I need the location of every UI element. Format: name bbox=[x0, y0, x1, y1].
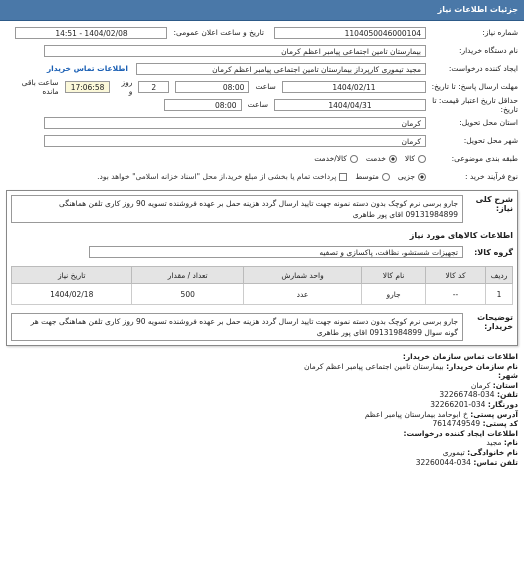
buyer-contact-link[interactable]: اطلاعات تماس خریدار bbox=[46, 64, 128, 73]
cell-quantity: 500 bbox=[132, 284, 244, 305]
row-province bbox=[6, 115, 518, 130]
radio-icon bbox=[418, 155, 426, 163]
remaining-time: 17:06:58 bbox=[65, 81, 111, 93]
creator-title: اطلاعات ایجاد کننده درخواست: bbox=[403, 428, 518, 438]
validity-date: 1404/04/31 bbox=[274, 99, 426, 111]
row-city bbox=[6, 133, 518, 148]
row-deadline bbox=[6, 79, 518, 94]
buyer-notes-row bbox=[11, 313, 513, 341]
table-row bbox=[12, 284, 513, 305]
contact-fax: 034-32266201 bbox=[430, 399, 486, 409]
validity-time-label: ساعت bbox=[247, 100, 268, 109]
contact-section bbox=[6, 352, 518, 467]
col-need-date: تاریخ نیاز bbox=[12, 267, 132, 284]
summary-text: جارو برسی نرم کوچک بدون دسته نمونه جهت تایید ارسال گردد هزینه حمل بر عهده فروشنده تسویه 90 روز کاری تلفن هماهنگی 09131984899 اقای پور طاهری bbox=[11, 195, 463, 223]
table-header-row bbox=[12, 267, 513, 284]
announce-datetime-value: 1404/02/08 - 14:51 bbox=[15, 27, 167, 39]
deadline-date: 1404/02/11 bbox=[282, 81, 426, 93]
contact-province: کرمان bbox=[470, 380, 491, 390]
validity-label: حداقل تاریخ اعتبار قیمت: تا تاریخ: bbox=[432, 95, 518, 114]
col-unit: واحد شمارش bbox=[243, 267, 361, 284]
province-label: استان محل تحویل: bbox=[459, 118, 518, 127]
row-requester bbox=[6, 61, 518, 76]
cell-need-date: 1404/02/18 bbox=[12, 284, 132, 305]
goods-table bbox=[11, 266, 513, 305]
validity-time: 08:00 bbox=[164, 99, 242, 111]
row-process bbox=[6, 169, 518, 184]
contact-name-label: نام سازمان خریدار: bbox=[446, 361, 518, 371]
col-row-number: ردیف bbox=[486, 267, 513, 284]
contact-title: اطلاعات تماس سازمان خریدار: bbox=[402, 352, 518, 361]
radio-selected-icon bbox=[418, 173, 426, 181]
radio-icon bbox=[350, 155, 358, 163]
city-value: کرمان bbox=[44, 135, 426, 147]
buyer-notes-label: توضیحات خریدار: bbox=[477, 313, 513, 331]
process-option-medium[interactable]: متوسط bbox=[355, 172, 390, 181]
row-buyer-org bbox=[6, 43, 518, 58]
info-section bbox=[0, 21, 524, 184]
goods-section-title: اطلاعات کالاهای مورد نیاز bbox=[409, 231, 513, 240]
contact-fax-label: دورنگار: bbox=[487, 399, 518, 409]
creator-lname-label: نام خانوادگی: bbox=[467, 447, 518, 457]
col-quantity: تعداد / مقدار bbox=[132, 267, 244, 284]
requester-label: ایجاد کننده درخواست: bbox=[448, 64, 518, 73]
radio-icon bbox=[382, 173, 390, 181]
category-option-goods[interactable]: کالا bbox=[405, 154, 426, 163]
cell-item-code: -- bbox=[426, 284, 486, 305]
announce-datetime-label: تاریخ و ساعت اعلان عمومی: bbox=[173, 28, 264, 37]
checkbox-icon bbox=[339, 173, 347, 181]
contact-phone-label: تلفن: bbox=[496, 390, 518, 400]
contact-name: بیمارستان تامین اجتماعی پیامبر اعظم کرمان bbox=[303, 361, 444, 371]
summary-row bbox=[11, 195, 513, 223]
row-category bbox=[6, 151, 518, 166]
creator-fname: مجید bbox=[486, 438, 502, 448]
process-label: نوع فرآیند خرید : bbox=[464, 172, 518, 181]
city-label: شهر محل تحویل: bbox=[463, 136, 518, 145]
creator-phone: 034-32260044 bbox=[415, 457, 471, 467]
requester-value: مجید تیموری کارپرداز بیمارستان تامین اجتماعی پیامبر اعظم کرمان bbox=[136, 63, 426, 75]
summary-label: شرح کلی نیاز: bbox=[475, 195, 513, 213]
deadline-label: مهلت ارسال پاسخ: تا تاریخ: bbox=[431, 82, 518, 91]
page-header bbox=[0, 0, 524, 21]
remaining-label: ساعت باقی مانده bbox=[21, 77, 59, 96]
goods-group-label: گروه کالا: bbox=[474, 247, 513, 257]
radio-selected-icon bbox=[389, 155, 397, 163]
treasury-payment-checkbox[interactable]: پرداخت تمام یا بخشی از مبلغ خرید،از محل "اسناد خزانه اسلامی" خواهد بود. bbox=[97, 172, 347, 181]
contact-city-label: شهر: bbox=[498, 371, 518, 381]
contact-address: خ ابوحامد بیمارستان پیامبر اعظم bbox=[364, 409, 468, 419]
details-panel bbox=[6, 190, 518, 346]
deadline-days: 2 bbox=[138, 81, 169, 93]
goods-group-row bbox=[11, 246, 513, 258]
buyer-org-value: بیمارستان تامین اجتماعی پیامبر اعظم کرمان bbox=[44, 45, 426, 57]
deadline-days-label: روز و bbox=[121, 77, 133, 96]
need-number-value: 1104050046000104 bbox=[274, 27, 426, 39]
contact-postal: 7614749549 bbox=[432, 419, 481, 429]
col-item-code: کد کالا bbox=[426, 267, 486, 284]
deadline-time: 08:00 bbox=[175, 81, 249, 93]
contact-postal-label: کد پستی: bbox=[482, 419, 518, 429]
contact-province-label: استان: bbox=[492, 380, 518, 390]
process-option-minor[interactable]: جزیی bbox=[398, 172, 426, 181]
row-need-number bbox=[6, 25, 518, 40]
creator-phone-label: تلفن تماس: bbox=[473, 457, 518, 467]
col-item-name: نام کالا bbox=[362, 267, 426, 284]
goods-group-value: تجهیزات شستشو، نظافت، پاکسازی و تصفیه bbox=[89, 246, 463, 258]
buyer-notes-text: جارو برسی نرم کوچک بدون دسته نمونه جهت تایید ارسال گردد هزینه حمل بر عهده فروشنده تسویه 90 روز کاری تلفن هماهنگی جهت هر گونه سوال 09131984899 اقای پور طاهری bbox=[11, 313, 463, 341]
cell-item-name: جارو bbox=[362, 284, 426, 305]
creator-lname: تیموری bbox=[442, 447, 465, 457]
contact-phone: 034-32266748 bbox=[439, 390, 495, 400]
buyer-org-label: نام دستگاه خریدار: bbox=[458, 46, 518, 55]
cell-row-number: 1 bbox=[486, 284, 513, 305]
cell-unit: عدد bbox=[243, 284, 361, 305]
category-option-goods-service[interactable]: کالا/خدمت bbox=[314, 154, 358, 163]
creator-fname-label: نام: bbox=[503, 438, 518, 448]
contact-address-label: آدرس پستی: bbox=[470, 409, 518, 419]
category-label: طبقه بندی موضوعی: bbox=[451, 154, 518, 163]
need-number-label: شماره نیاز: bbox=[482, 28, 518, 37]
category-option-service[interactable]: خدمت bbox=[366, 154, 397, 163]
row-validity bbox=[6, 97, 518, 112]
page-title: جزئیات اطلاعات نیاز bbox=[437, 5, 518, 14]
deadline-time-label: ساعت bbox=[255, 82, 276, 91]
province-value: کرمان bbox=[44, 117, 426, 129]
